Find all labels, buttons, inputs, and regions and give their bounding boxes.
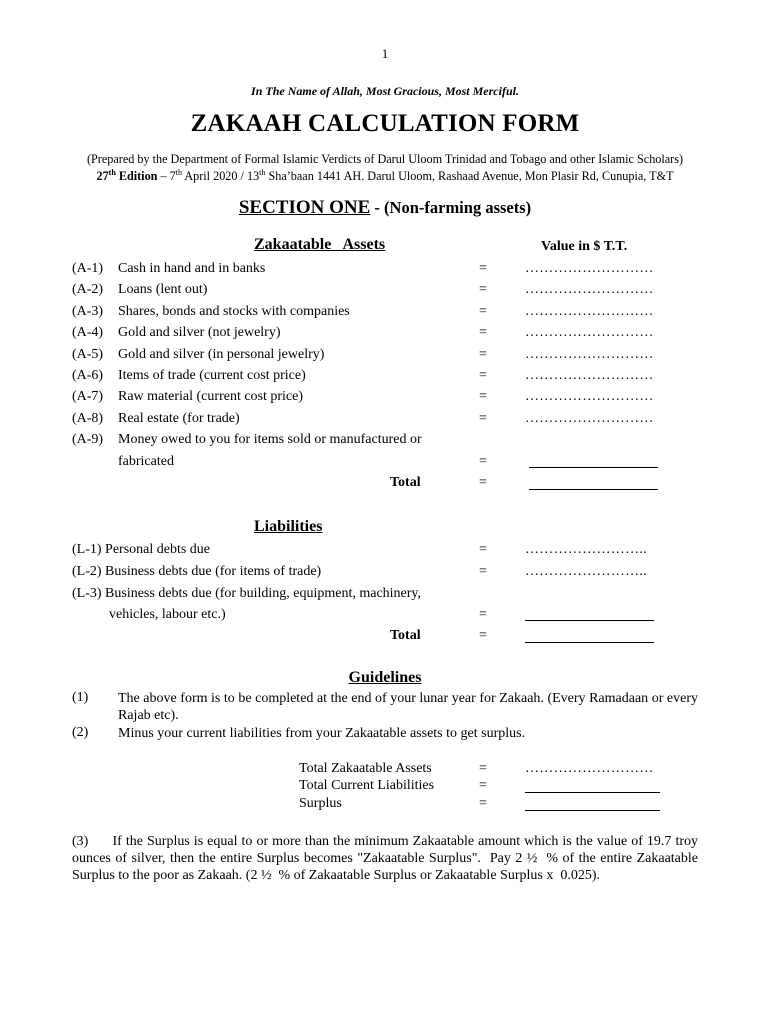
summary-label: Total Current Liabilities (299, 778, 435, 793)
liabilities-total-line[interactable] (525, 642, 654, 643)
equals-sign: = (479, 389, 487, 404)
section-title-main: SECTION ONE (238, 197, 371, 218)
equals-sign: = (479, 304, 487, 319)
asset-value-field[interactable]: ……………………… (525, 389, 654, 404)
summary-value-line[interactable] (525, 810, 660, 811)
liability-value-field[interactable]: …………………….. (525, 542, 647, 557)
asset-code: (A-5) (72, 347, 104, 362)
asset-code: (A-1) (72, 261, 104, 276)
asset-label: Loans (lent out) (118, 282, 208, 297)
edition-number-sup: th (108, 168, 116, 177)
edition-line (0, 168, 770, 184)
asset-label: Items of trade (current cost price) (118, 368, 306, 383)
summary-value-field[interactable]: ……………………… (525, 761, 654, 776)
liability-label: (L-1) Personal debts due (72, 542, 211, 557)
asset-code: (A-4) (72, 325, 104, 340)
liability-label: (L-3) Business debts due (for building, equipment, machinery, (72, 586, 422, 601)
guidelines-heading: Guidelines (348, 669, 422, 686)
equals-sign: = (479, 368, 487, 383)
equals-sign: = (479, 542, 487, 557)
liability-value-field[interactable]: …………………….. (525, 564, 647, 579)
asset-code: (A-7) (72, 389, 104, 404)
summary-value-line[interactable] (525, 792, 660, 793)
asset-label: Shares, bonds and stocks with companies (118, 304, 350, 319)
asset-code: (A-6) (72, 368, 104, 383)
page-title: ZAKAAH CALCULATION FORM (190, 110, 580, 137)
equals-sign: = (479, 454, 487, 469)
edition-hijri-sup: th (259, 168, 266, 177)
summary-label: Total Zakaatable Assets (299, 761, 432, 776)
asset-label: Real estate (for trade) (118, 411, 240, 426)
edition-word: Edition (115, 169, 158, 184)
equals-sign: = (479, 411, 487, 426)
section-subtitle: - (Non-farming assets) (370, 198, 532, 217)
equals-sign: = (479, 261, 487, 276)
equals-sign: = (479, 347, 487, 362)
edition-day-sup: th (175, 168, 182, 177)
assets-heading: Zakaatable Assets (254, 236, 386, 253)
asset-label: Raw material (current cost price) (118, 389, 304, 404)
asset-value-field[interactable]: ……………………… (525, 411, 654, 426)
edition-date: April 2020 / 13 (181, 169, 260, 184)
asset-value-field[interactable]: ……………………… (525, 282, 654, 297)
asset-label: Gold and silver (not jewelry) (118, 325, 281, 340)
value-line[interactable] (525, 620, 654, 621)
edition-number: 27 (96, 169, 109, 184)
guideline-paragraph-3: (3) If the Surplus is equal to or more than the minimum Zakaatable amount which is the value of 19.7 troy ounces of silver, then the entire Surplus becomes "Zakaatable Surplus". Pay 2 ½ % of the entire Zakaatable Surplus to the poor as Zakaah. (2 ½ % of Zakaatable Surplus or Zakaatable Surplus x 0.025). (72, 834, 702, 883)
guideline-number: (1) (72, 690, 89, 705)
equals-sign: = (479, 564, 487, 579)
assets-total-line[interactable] (529, 489, 658, 490)
equals-sign: = (479, 796, 487, 811)
edition-rest: Sha’baan 1441 AH. Darul Uloom, Rashaad Avenue, Mon Plasir Rd, Cunupia, T&T (265, 169, 674, 184)
asset-value-field[interactable]: ……………………… (525, 368, 654, 383)
value-heading: Value in $ T.T. (541, 239, 628, 254)
asset-label: Money owed to you for items sold or manufactured or (118, 432, 422, 447)
liability-label: (L-2) Business debts due (for items of trade) (72, 564, 322, 579)
asset-code: (A-3) (72, 304, 104, 319)
asset-value-field[interactable]: ……………………… (525, 347, 654, 362)
guideline-text: Minus your current liabilities from your Zakaatable assets to get surplus. (118, 726, 526, 741)
value-line[interactable] (529, 467, 658, 468)
asset-label-cont: fabricated (118, 454, 174, 469)
equals-sign: = (479, 325, 487, 340)
bismillah: In The Name of Allah, Most Gracious, Most Merciful. (251, 84, 519, 98)
summary-label: Surplus (299, 796, 342, 811)
equals-sign: = (479, 628, 487, 643)
guideline-text: The above form is to be completed at the end of your lunar year for Zakaah. (Every Ramadaan or every Rajab etc). (118, 691, 698, 723)
asset-code: (A-8) (72, 411, 104, 426)
edition-dash: – 7 (157, 169, 176, 184)
equals-sign: = (479, 761, 487, 776)
asset-value-field[interactable]: ……………………… (525, 325, 654, 340)
liability-label-cont: vehicles, labour etc.) (109, 607, 226, 622)
asset-label: Gold and silver (in personal jewelry) (118, 347, 325, 362)
equals-sign: = (479, 778, 487, 793)
equals-sign: = (479, 607, 487, 622)
liabilities-heading: Liabilities (254, 518, 323, 535)
section-title (0, 197, 770, 219)
asset-value-field[interactable]: ……………………… (525, 261, 654, 276)
liabilities-total-label: Total (390, 628, 421, 643)
guideline-number: (2) (72, 725, 89, 740)
asset-code: (A-2) (72, 282, 104, 297)
asset-code: (A-9) (72, 432, 104, 447)
equals-sign: = (479, 282, 487, 297)
prepared-by: (Prepared by the Department of Formal Islamic Verdicts of Darul Uloom Trinidad and Tobago and other Islamic Scholars) (86, 152, 684, 166)
asset-label: Cash in hand and in banks (118, 261, 266, 276)
page-number: 1 (381, 46, 389, 61)
equals-sign: = (479, 475, 487, 490)
asset-value-field[interactable]: ……………………… (525, 304, 654, 319)
assets-total-label: Total (390, 475, 421, 490)
